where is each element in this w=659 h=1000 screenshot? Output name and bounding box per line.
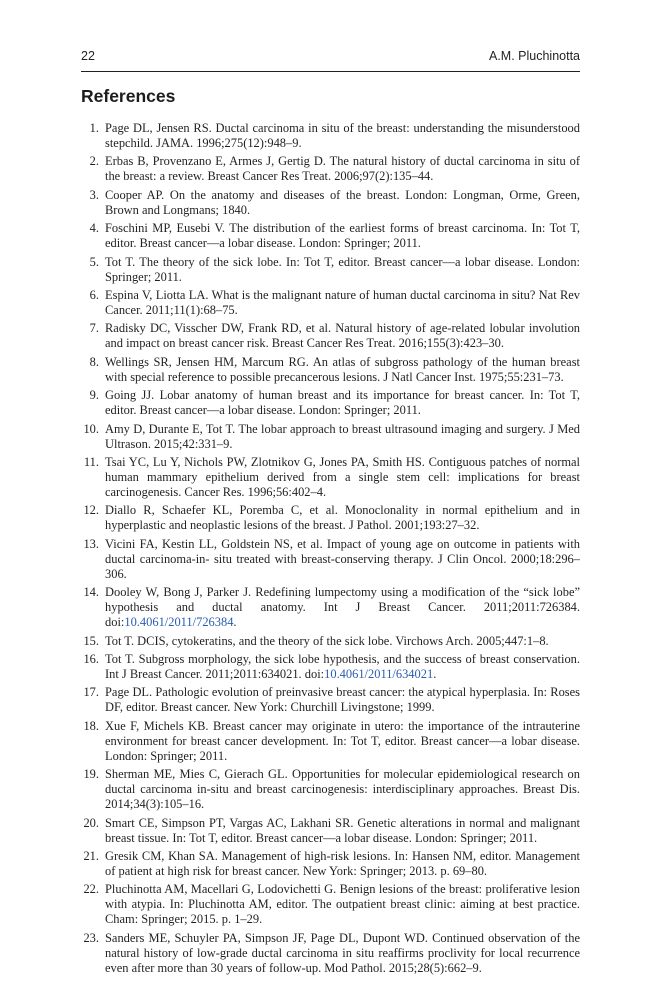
reference-item: [81, 355, 580, 385]
section-title: References: [81, 86, 176, 106]
reference-item: [81, 255, 580, 285]
reference-item: [81, 422, 580, 452]
reference-text: Going JJ. Lobar anatomy of human breast and its importance for breast cancer. In: Tot T, editor. Breast cancer—a lobar disease. London: Springer; 2011.: [105, 388, 580, 418]
reference-number: 10.: [83, 421, 99, 436]
reference-number: 22.: [83, 882, 99, 897]
reference-number: 8.: [89, 354, 99, 369]
reference-text: Radisky DC, Visscher DW, Frank RD, et al. Natural history of age-related lobular involution and impact on breast cancer risk. Breast Cancer Res Treat. 2016;155(3):423–30.: [105, 321, 580, 351]
reference-item: [81, 388, 580, 418]
reference-item: [81, 188, 580, 218]
reference-item: [81, 585, 580, 630]
reference-text: Dooley W, Bong J, Parker J. Redefining lumpectomy using a modification of the “sick lobe” hypothesis and ductal anatomy. Int J Breast Cancer. 2011;2011:726384. doi:: [105, 585, 580, 630]
reference-item: [81, 221, 580, 251]
doi-link[interactable]: 10.4061/2011/634021: [324, 667, 434, 681]
reference-item: [81, 121, 580, 151]
reference-number: 23.: [83, 930, 99, 945]
reference-number: 11.: [83, 454, 99, 469]
reference-number: 17.: [83, 685, 99, 700]
reference-number: 15.: [83, 633, 99, 648]
reference-number: 18.: [83, 718, 99, 733]
reference-item: [81, 849, 580, 879]
reference-text: Pluchinotta AM, Macellari G, Lodovichetti G. Benign lesions of the breast: proliferative lesion with atypia. In: Pluchinotta AM, editor. The outpatient breast clinic: aiming at best practice. Cham: Springer; 2015. p. 1–29.: [105, 882, 580, 927]
reference-number: 14.: [83, 585, 99, 600]
reference-text: Smart CE, Simpson PT, Vargas AC, Lakhani SR. Genetic alterations in normal and malignant breast tissue. In: Tot T, editor. Breast cancer—a lobar disease. London: Springer; 2011.: [105, 815, 580, 845]
running-head-author: A.M. Pluchinotta: [488, 49, 580, 63]
reference-number: 1.: [89, 121, 99, 135]
page-header: [81, 49, 580, 69]
reference-text: Xue F, Michels KB. Breast cancer may originate in utero: the importance of the intrauterine environment for breast cancer development. In: Tot T, editor. Breast cancer—a lobar disease. London: Springer; 2011.: [105, 718, 580, 763]
reference-text: Cooper AP. On the anatomy and diseases of the breast. London: Longman, Orme, Green, Brown and Longmans; 1840.: [105, 187, 580, 217]
reference-list: [81, 121, 580, 979]
reference-item: [81, 154, 580, 184]
reference-number: 12.: [83, 503, 99, 518]
reference-text: Foschini MP, Eusebi V. The distribution of the earliest forms of breast carcinoma. In: Tot T, editor. Breast cancer—a lobar disease. London: Springer; 2011.: [105, 221, 580, 251]
reference-number: 7.: [89, 321, 99, 336]
reference-text: Tsai YC, Lu Y, Nichols PW, Zlotnikov G, Jones PA, Smith HS. Contiguous patches of normal human mammary epithelium derived from a single stem cell: implications for breast carcinogenesis. Cancer Res. 1996;56:402–4.: [105, 454, 580, 499]
reference-number: 4.: [89, 221, 99, 236]
reference-text: Tot T. The theory of the sick lobe. In: Tot T, editor. Breast cancer—a lobar disease. London: Springer; 2011.: [105, 254, 580, 284]
reference-number: 6.: [89, 287, 99, 302]
reference-item: [81, 634, 580, 649]
reference-text: Wellings SR, Jensen HM, Marcum RG. An atlas of subgross pathology of the human breast with special reference to possible precancerous lesions. J Natl Cancer Inst. 1975;55:231–73.: [105, 354, 580, 384]
reference-text: Tot T. Subgross morphology, the sick lobe hypothesis, and the success of breast conservation. Int J Breast Cancer. 2011;2011:634021. doi:: [105, 651, 580, 681]
reference-item: [81, 882, 580, 927]
reference-item: [81, 767, 580, 812]
reference-item: [81, 455, 580, 500]
doi-link[interactable]: 10.4061/2011/726384: [124, 615, 234, 630]
reference-text: Page DL, Jensen RS. Ductal carcinoma in situ of the breast: understanding the misunderstood stepchild. JAMA. 1996;275(12):948–9.: [105, 121, 580, 151]
reference-item: [81, 719, 580, 764]
reference-number: 20.: [83, 815, 99, 830]
reference-end: .: [433, 667, 437, 681]
reference-item: [81, 816, 580, 846]
reference-number: 9.: [89, 388, 99, 403]
reference-number: 19.: [83, 767, 99, 782]
reference-text: Sherman ME, Mies C, Gierach GL. Opportunities for molecular epidemiological research on ductal carcinoma in-situ and breast carcinogenesis: interdisciplinary approaches. Breast Dis. 2014;34(3):105–16.: [105, 767, 580, 812]
reference-number: 21.: [83, 849, 99, 863]
reference-text: Diallo R, Schaefer KL, Poremba C, et al. Monoclonality in normal epithelium and in hyperplastic and neoplastic lesions of the breast. J Pathol. 2001;193:27–32.: [105, 503, 580, 533]
reference-text: Espina V, Liotta LA. What is the malignant nature of human ductal carcinoma in situ? Nat Rev Cancer. 2011;11(1):68–75.: [105, 287, 580, 317]
reference-number: 5.: [89, 254, 99, 269]
page-number: 22: [81, 49, 95, 63]
reference-text: Tot T. DCIS, cytokeratins, and the theory of the sick lobe. Virchows Arch. 2005;447:1–8.: [105, 633, 549, 648]
reference-end: .: [233, 615, 237, 630]
reference-item: [81, 685, 580, 715]
reference-text: Page DL. Pathologic evolution of preinvasive breast cancer: the atypical hyperplasia. In: Roses DF, editor. Breast cancer. New York: Churchill Livingstone; 1999.: [105, 685, 580, 715]
reference-text: Vicini FA, Kestin LL, Goldstein NS, et al. Impact of young age on outcome in patients with ductal carcinoma-in- situ treated with breast-conserving therapy. J Clin Oncol. 2000;18:296–306.: [105, 536, 580, 581]
reference-item: [81, 288, 580, 318]
reference-text: Sanders ME, Schuyler PA, Simpson JF, Page DL, Dupont WD. Continued observation of the natural history of low-grade ductal carcinoma in situ reaffirms proclivity for local recurrence even after more than 30 years of follow-up. Mod Pathol. 2015;28(5):662–9.: [105, 930, 580, 975]
reference-number: 13.: [83, 536, 99, 551]
reference-item: [81, 321, 580, 351]
reference-text: Erbas B, Provenzano E, Armes J, Gertig D. The natural history of ductal carcinoma in situ of the breast: a review. Breast Cancer Res Treat. 2006;97(2):135–44.: [105, 154, 580, 184]
reference-number: 16.: [83, 651, 99, 666]
reference-number: 3.: [89, 187, 99, 202]
reference-item: [81, 652, 580, 682]
header-rule: [81, 71, 580, 72]
reference-text: Amy D, Durante E, Tot T. The lobar approach to breast ultrasound imaging and surgery. J Med Ultrason. 2015;42:331–9.: [105, 421, 580, 451]
reference-item: [81, 931, 580, 976]
reference-item: [81, 537, 580, 582]
reference-item: [81, 503, 580, 533]
reference-number: 2.: [89, 154, 99, 169]
reference-text: Gresik CM, Khan SA. Management of high-risk lesions. In: Hansen NM, editor. Management of patient at high risk for breast cancer. New York: Springer; 2013. p. 69–80.: [105, 849, 580, 879]
